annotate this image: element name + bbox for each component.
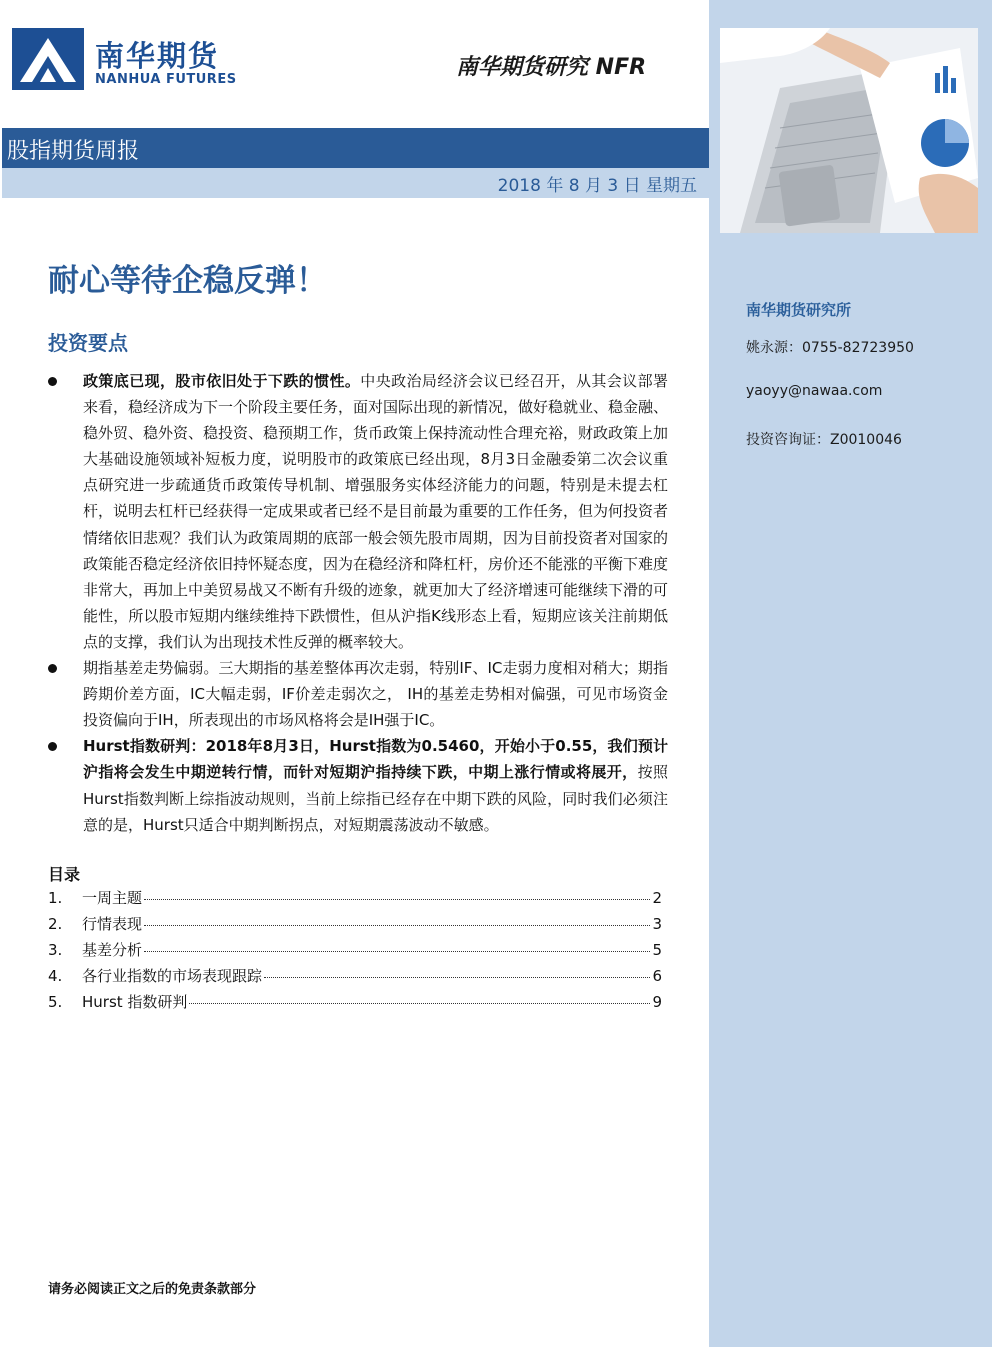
toc-item[interactable] (48, 887, 662, 913)
toc-item[interactable] (48, 991, 662, 1017)
toc-number: 2. (48, 915, 63, 933)
toc-page: 5 (652, 941, 662, 959)
bullet-icon (48, 377, 57, 386)
toc-label[interactable]: 各行业指数的市场表现跟踪 (82, 967, 263, 985)
toc-item[interactable] (48, 939, 662, 965)
analyst-license: 投资咨询证：Z0010046 (746, 432, 902, 448)
logo-english: NANHUA FUTURES (95, 72, 237, 87)
toc-number: 1. (48, 889, 63, 907)
section-title: 投资要点 (48, 331, 128, 355)
toc-item[interactable] (48, 965, 662, 991)
key-points-list (48, 368, 668, 838)
analyst-contact: 姚永源：0755-82723950 (746, 340, 914, 356)
report-type-band (2, 128, 709, 168)
toc-label[interactable]: Hurst 指数研判 (82, 993, 188, 1011)
toc-number: 4. (48, 967, 63, 985)
bullet-icon (48, 742, 57, 751)
list-item (48, 368, 668, 655)
logo-chinese: 南华期货 (95, 39, 220, 73)
toc-label[interactable]: 一周主题 (82, 889, 143, 907)
toc-page: 2 (652, 889, 662, 907)
report-date-band (2, 168, 709, 198)
analyst-email[interactable]: yaoyy@nawaa.com (746, 383, 883, 399)
toc-leader (144, 951, 650, 952)
bullet-text: 按照Hurst指数判断上综指波动规则，当前上综指已经存在中期下跌的风险，同时我们必须注意的是，Hurst只适合中期判断拐点，对短期震荡波动不敏感。 (83, 763, 668, 834)
bullet-lead: 政策底已现，股市依旧处于下跌的惯性。 (83, 372, 361, 390)
bullet-text: 中央政治局经济会议已经召开，从其会议部署来看，稳经济成为下一个阶段主要任务，面对国际出现的新情况，做好稳就业、稳金融、稳外贸、稳外资、稳投资、稳预期工作，货币政策上保持流动性合理充裕，财政政策上加大基础设施领域补短板力度，说明股市的政策底已经出现，8月3日金融委第二次会议重点研究进一步疏通货币政策传导机制、增强服务实体经济能力的问题，特别是未提去杠杆，说明去杠杆已经获得一定成果或者已经不是目前最为重要的工作任务，但为何投资者情绪依旧悲观？我们认为政策周期的底部一般会领先股市周期，因为目前投资者对国家的政策能否稳定经济依旧持怀疑态度，因为在稳经济和降杠杆，房价还不能涨的平衡下难度非常大，再加上中美贸易战又不断有升级的迹象，就更加大了经济增速可能继续下滑的可能性，所以股市短期内继续维持下跌惯性，但从沪指K线形态上看，短期应该关注前期低点的支撑，我们认为出现技术性反弹的概率较大。 (83, 372, 669, 651)
bullet-icon (48, 664, 57, 673)
sidebar-org: 南华期货研究所 (746, 301, 852, 319)
table-of-contents (48, 887, 662, 1017)
bullet-lead: 期指基差走势偏弱。 (83, 659, 219, 678)
toc-number: 5. (48, 993, 63, 1011)
toc-item[interactable] (48, 913, 662, 939)
bullet-text: 三大期指的基差整体再次走弱，特别IF、IC走弱力度相对稍大；期指跨期价差方面，IC大幅走弱，IF价差走弱次之， IH的基差走势相对偏强，可见市场资金投资偏向于IH，所表现出的市场风格将会是IH强于IC。 (83, 659, 668, 730)
toc-leader (144, 899, 650, 900)
toc-page: 6 (652, 967, 662, 985)
report-type: 股指期货周报 (7, 139, 140, 164)
toc-page: 3 (652, 915, 662, 933)
toc-number: 3. (48, 941, 63, 959)
list-item (48, 733, 668, 837)
disclaimer-footer: 请务必阅读正文之后的免责条款部分 (48, 1282, 257, 1297)
toc-title: 目录 (48, 865, 81, 884)
bullet-lead: Hurst指数研判：2018年8月3日，Hurst指数为0.5460，开始小于0.55，我们预计沪指将会发生中期逆转行情，而针对短期沪指持续下跌，中期上涨行情或将展开， (83, 737, 668, 782)
toc-leader (144, 925, 650, 926)
report-date: 2018 年 8 月 3 日 星期五 (497, 176, 697, 196)
nanhua-logo-icon (12, 28, 84, 90)
page-title: 耐心等待企稳反弹！ (48, 263, 327, 299)
toc-label[interactable]: 行情表现 (82, 915, 143, 933)
toc-leader (189, 1003, 650, 1004)
cover-photo (720, 28, 978, 233)
brand-tagline: 南华期货研究 NFR (456, 55, 647, 80)
toc-page: 9 (652, 993, 662, 1011)
list-item (48, 655, 668, 733)
toc-leader (264, 977, 650, 978)
toc-label[interactable]: 基差分析 (82, 941, 143, 959)
